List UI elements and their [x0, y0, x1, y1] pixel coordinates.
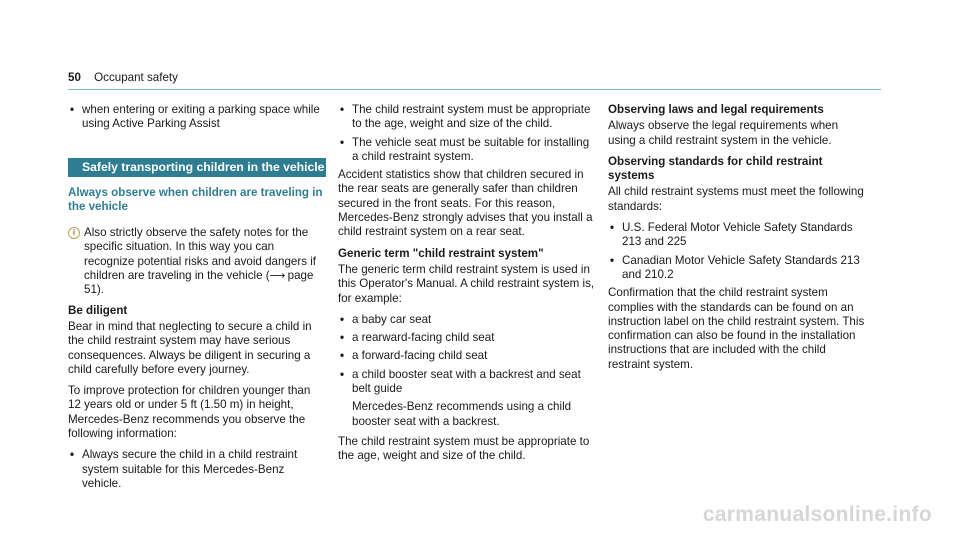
section-bar: Safely transporting children in the vehicle [68, 158, 326, 177]
page-ref-link[interactable]: page 51). [84, 269, 314, 297]
list-item: • The child restraint system must be appropriate to the age, weight and size of the child. [338, 103, 596, 132]
list-item: • Canadian Motor Vehicle Safety Standards 213 and 210.2 [608, 254, 866, 283]
laws-text: Always observe the legal requirements when using a child restraint system in the vehicle. [608, 119, 839, 147]
standards-text: All child restraint systems must meet the following standards: [608, 185, 864, 213]
confirmation-text: Confirmation that the child restraint system complies with the standards can be found on an instruction label on the child restraint system. This confirmation can also be found in the installation instructions that are included with the child restraint system. [608, 286, 865, 371]
list-item: • U.S. Federal Motor Vehicle Safety Standards 213 and 225 [608, 221, 866, 250]
column-1 [68, 103, 326, 495]
list-item: • a child booster seat with a backrest and seat belt guide [338, 368, 596, 397]
page-number: 50 [68, 71, 81, 84]
list-item: • a forward-facing child seat [338, 349, 596, 363]
protection-text: To improve protection for children younger than 12 years old or under 5 ft (1.50 m) in height, Mercedes-Benz recommends you observe the following information: [68, 384, 311, 441]
header-rule [68, 89, 881, 90]
standards-heading: Observing standards for child restraint systems [608, 154, 823, 183]
note: i Also strictly observe the safety notes for the specific situation. In this way you can recognize potential risks and avoid dangers if children are traveling in the vehicle (⟶ page 51). [68, 226, 326, 297]
closing-text: The child restraint system must be appropriate to the age, weight and size of the child. [338, 434, 590, 463]
laws-heading: Observing laws and legal requirements [608, 103, 824, 116]
section-title: Occupant safety [94, 71, 178, 84]
diligent-text: Bear in mind that neglecting to secure a child in the child restraint system may have serious consequences. Always be diligent in securing a child carefully before every journey. [68, 319, 312, 376]
info-icon: i [68, 227, 80, 239]
generic-text: The generic term child restraint system is used in this Operator's Manual. A child restraint system is, for example: [338, 262, 595, 305]
page-header [68, 71, 178, 85]
generic-heading: Generic term "child restraint system" [338, 246, 544, 260]
column-3 [608, 103, 866, 379]
diligent-heading: Be diligent [68, 303, 128, 317]
note-text: Also strictly observe the safety notes for the specific situation. In this way you can recognize potential risks and avoid dangers if children are traveling in the vehicle [84, 226, 317, 283]
subheading: Always observe when children are traveling in the vehicle [68, 185, 323, 213]
arrow-icon: ⟶ [269, 270, 285, 283]
list-item: • The vehicle seat must be suitable for installing a child restraint system. [338, 136, 596, 165]
accident-text: Accident statistics show that children secured in the rear seats are generally safer than children secured in the front seats. For this reason, Mercedes-Benz strongly advises that you install a child restraint system on a rear seat. [338, 168, 593, 239]
list-item: • a baby car seat [338, 313, 596, 327]
watermark: carmanualsonline.info [702, 503, 932, 526]
booster-note: Mercedes-Benz recommends using a child booster seat with a backrest. [352, 400, 572, 428]
list-item: • Always secure the child in a child restraint system suitable for this Mercedes-Benz vehicle. [68, 448, 326, 491]
column-2 [338, 103, 596, 471]
list-item: • when entering or exiting a parking space while using Active Parking Assist [68, 103, 326, 132]
list-item: • a rearward-facing child seat [338, 331, 596, 345]
